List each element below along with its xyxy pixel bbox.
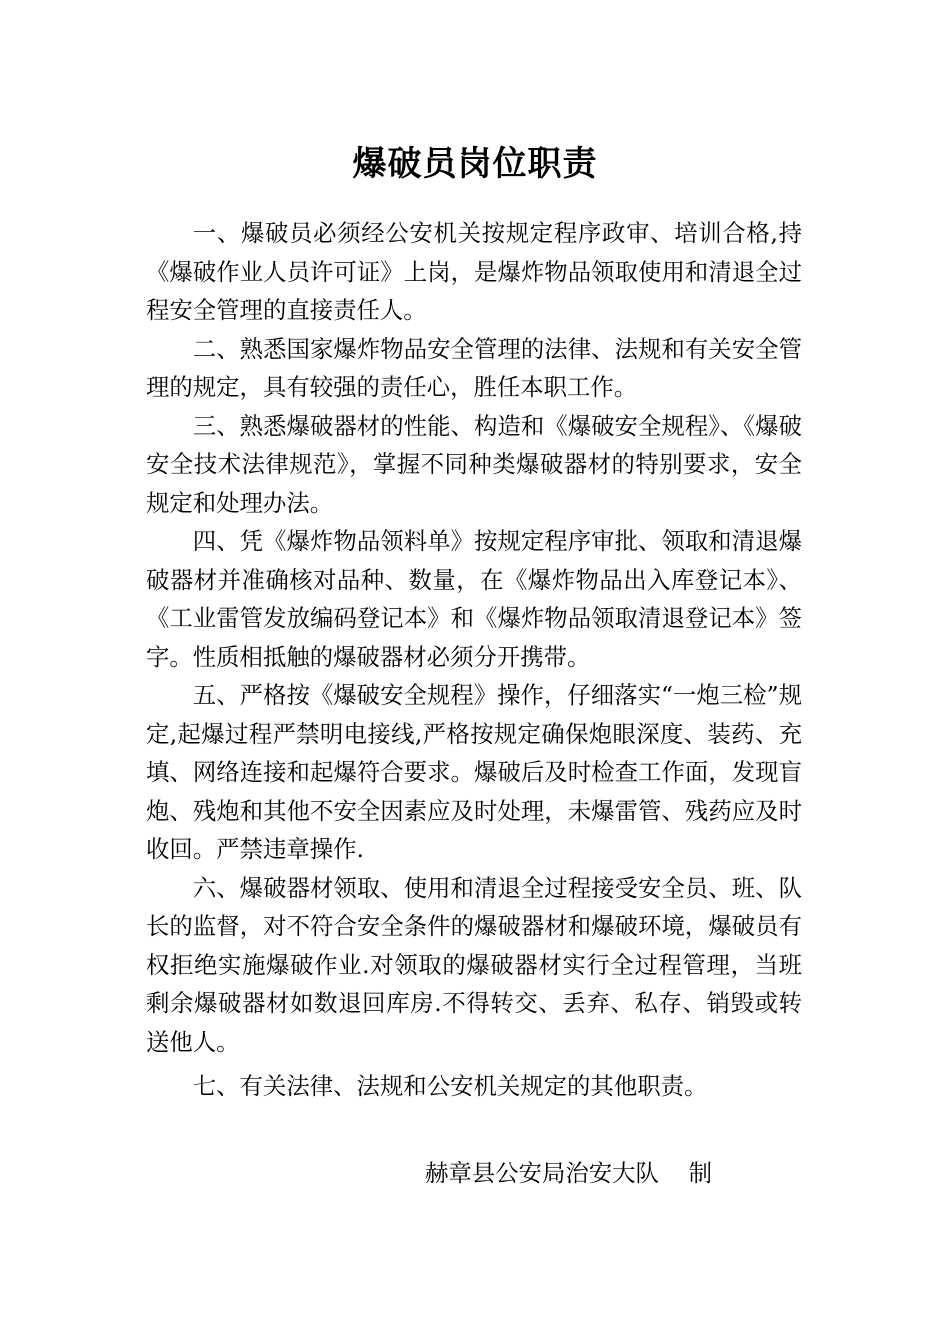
duty-paragraph-6: 六、爆破器材领取、使用和清退全过程接受安全员、班、队长的监督，对不符合安全条件的爆破器材和爆破环境，爆破员有权拒绝实施爆破作业.对领取的爆破器材实行全过程管理，当班剩余爆破器材如数退回库房.不得转交、丢弃、私存、销毁或转送他人。 xyxy=(146,873,802,1056)
issuer-signature: 赫章县公安局治安大队 制 xyxy=(425,1159,713,1187)
duty-paragraph-2: 二、熟悉国家爆炸物品安全管理的法律、法规和有关安全管理的规定，具有较强的责任心，胜任本职工作。 xyxy=(146,334,802,401)
duty-paragraph-7: 七、有关法律、法规和公安机关规定的其他职责。 xyxy=(192,1072,708,1100)
document-title: 爆破员岗位职责 xyxy=(352,144,598,184)
duty-paragraph-3: 三、熟悉爆破器材的性能、构造和《爆破安全规程》、《爆破安全技术法律规范》，掌握不同种类爆破器材的特别要求，安全规定和处理办法。 xyxy=(146,411,802,517)
duty-paragraph-5: 五、严格按《爆破安全规程》操作，仔细落实“一炮三检”规定,起爆过程严禁明电接线,严格按规定确保炮眼深度、装药、充填、网络连接和起爆符合要求。爆破后及时检查工作面，发现盲炮、残炮和其他不安全因素应及时处理，未爆雷管、残药应及时收回。严禁违章操作. xyxy=(146,681,802,863)
duty-paragraph-1: 一、爆破员必须经公安机关按规定程序政审、培训合格,持《爆破作业人员许可证》上岗，是爆炸物品领取使用和清退全过程安全管理的直接责任人。 xyxy=(146,219,802,324)
duty-paragraph-4: 四、凭《爆炸物品领料单》按规定程序审批、领取和清退爆破器材并准确核对品种、数量，在《爆炸物品出入库登记本》、《工业雷管发放编码登记本》和《爆炸物品领取清退登记本》签字。性质相抵触的爆破器材必须分开携带。 xyxy=(146,527,802,671)
document-body xyxy=(146,214,802,1106)
